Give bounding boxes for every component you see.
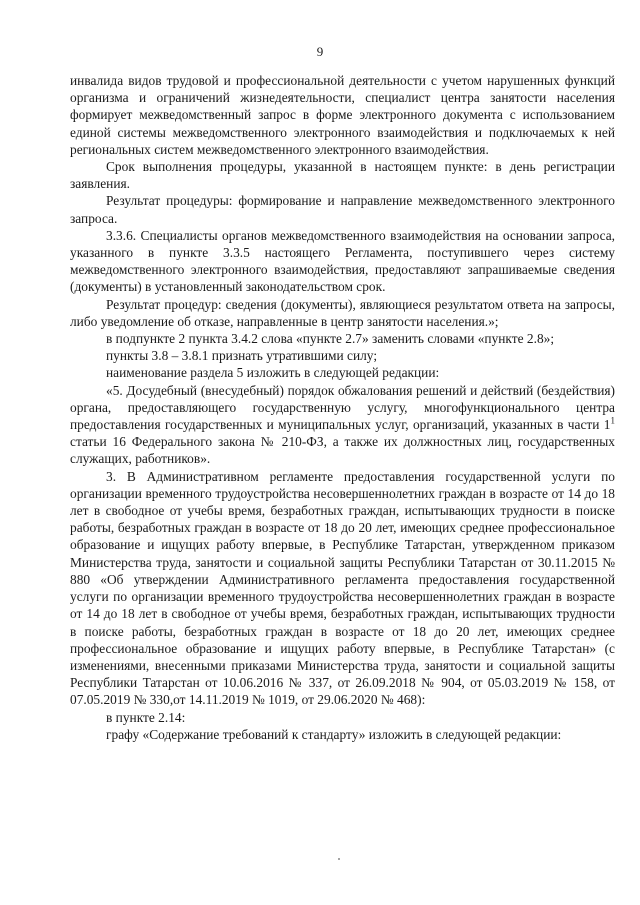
section-5-heading bbox=[70, 382, 615, 468]
section-5-text-a: «5. Досудебный (внесудебный) порядок обжалования решений и действий (бездействия) органа, предоставляющего государственную услугу, многофункционального центра предоставления государственных и муниципальных услуг, организаций, указанных в части 1 bbox=[70, 382, 615, 433]
paragraph: 3. В Административном регламенте предоставления государственной услуги по организации временного трудоустройства несовершеннолетних граждан в возрасте от 14 до 18 лет в свободное от учебы время, безработных граждан, испытывающих трудности в поиске работы, безработных граждан в возрасте от 18 до 20 лет, имеющих среднее профессиональное образование и ищущих работу впервые, в Республике Татарстан, утвержденном приказом Министерства труда, занятости и социальной защиты Республики Татарстан от 30.11.2015 № 880 «Об утверждении Административного регламента предоставления государственной услуги по организации временного трудоустройства несовершеннолетних граждан в возрасте от 14 до 18 лет в свободное от учебы время, безработных граждан, испытывающих трудности в поиске работы, безработных граждан в возрасте от 18 до 20 лет, имеющих среднее профессиональное образование и ищущих работу впервые, в Республике Татарстан» (с изменениями, внесенными приказами Министерства труда, занятости и социальной защиты Республики Татарстан от 10.06.2016 № 337, от 26.09.2018 № 904, от 05.03.2019 № 158, от 07.05.2019 № 330,от 14.11.2019 № 1019, от 29.06.2020 № 468): bbox=[70, 468, 615, 708]
superscript: 1 bbox=[610, 415, 615, 426]
scan-speck bbox=[338, 858, 340, 860]
section-5-text-b: статьи 16 Федерального закона № 210-ФЗ, а также их должностных лиц, государственных служащих, работников». bbox=[70, 434, 615, 467]
paragraph: в пункте 2.14: bbox=[106, 709, 186, 725]
page-number: 9 bbox=[316, 44, 324, 59]
document-body bbox=[70, 72, 615, 743]
paragraph: в подпункте 2 пункта 3.4.2 слова «пункте 2.7» заменить словами «пункте 2.8»; bbox=[106, 331, 555, 347]
paragraph: Результат процедур: сведения (документы), являющиеся результатом ответа на запросы, либо уведомление об отказе, направленные в центр занятости населения.»; bbox=[70, 296, 615, 329]
paragraph: наименование раздела 5 изложить в следующей редакции: bbox=[106, 365, 440, 381]
paragraph: Срок выполнения процедуры, указанной в настоящем пункте: в день регистрации заявления. bbox=[70, 159, 615, 192]
paragraph: инвалида видов трудовой и профессиональной деятельности с учетом нарушенных функций организма и ограничений жизнедеятельности, специалист центра занятости населения формирует межведомственный запрос в форме электронного документа с использованием единой системы межведомственного электронного взаимодействия и подключаемых к ней региональных систем межведомственного электронного взаимодействия. bbox=[70, 73, 615, 157]
paragraph: пункты 3.8 – 3.8.1 признать утратившими силу; bbox=[106, 348, 378, 364]
paragraph: графу «Содержание требований к стандарту» изложить в следующей редакции: bbox=[106, 726, 562, 742]
paragraph: Результат процедуры: формирование и направление межведомственного электронного запроса. bbox=[70, 193, 615, 226]
paragraph: 3.3.6. Специалисты органов межведомственного взаимодействия на основании запроса, указанного в пункте 3.3.5 настоящего Регламента, поступившего через систему межведомственного электронного взаимодействия, предоставляют запрашиваемые сведения (документы) в установленный законодательством срок. bbox=[70, 227, 615, 295]
